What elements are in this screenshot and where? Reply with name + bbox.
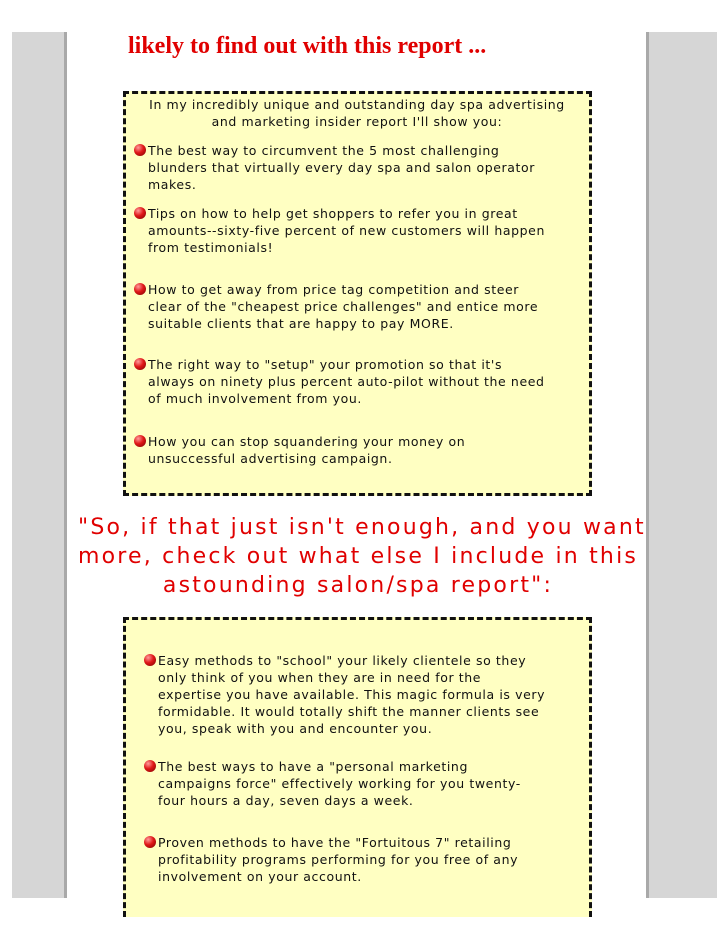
- red-ball-bullet-icon: [134, 435, 146, 447]
- list-item-line: profitability programs performing for you free of any: [158, 852, 519, 867]
- red-ball-bullet-icon: [134, 144, 146, 156]
- list-item: [148, 142, 535, 193]
- list-item-line: amounts--sixty-five percent of new customers will happen: [148, 223, 545, 238]
- red-ball-bullet-icon: [144, 760, 156, 772]
- list-item-line: involvement on your account.: [158, 869, 362, 884]
- list-item-line: makes.: [148, 177, 197, 192]
- list-item: [148, 433, 465, 467]
- list-item-line: unsuccessful advertising campaign.: [148, 451, 393, 466]
- list-item: [148, 356, 545, 407]
- list-item: [158, 834, 518, 885]
- list-item-line: you, speak with you and encounter you.: [158, 721, 433, 736]
- list-item-line: four hours a day, seven days a week.: [158, 793, 414, 808]
- list-item-line: campaigns force" effectively working for you twenty-: [158, 776, 521, 791]
- left-page-gutter: [12, 32, 67, 898]
- list-item: [158, 652, 545, 737]
- list-item-line: How to get away from price tag competition and steer: [148, 282, 520, 297]
- list-item-line: The best ways to have a "personal marketing: [158, 759, 468, 774]
- callout-line: astounding salon/spa report":: [162, 573, 554, 598]
- intro-text: [128, 96, 586, 130]
- list-item: [148, 281, 538, 332]
- callout-line: more, check out what else I include in this: [78, 544, 639, 569]
- list-item-line: formidable. It would totally shift the manner clients see: [158, 704, 540, 719]
- list-item-line: expertise you have available. This magic formula is very: [158, 687, 546, 702]
- list-item: [148, 205, 545, 256]
- list-item-line: Tips on how to help get shoppers to refer you in great: [148, 206, 518, 221]
- red-ball-bullet-icon: [144, 654, 156, 666]
- section-heading: likely to find out with this report ...: [128, 33, 487, 59]
- list-item-line: Easy methods to "school" your likely clientele so they: [158, 653, 527, 668]
- list-item-line: suitable clients that are happy to pay MORE.: [148, 316, 454, 331]
- red-ball-bullet-icon: [134, 207, 146, 219]
- list-item-line: clear of the "cheapest price challenges" and entice more: [148, 299, 539, 314]
- list-item-line: always on ninety plus percent auto-pilot without the need: [148, 374, 545, 389]
- red-ball-bullet-icon: [144, 836, 156, 848]
- intro-line: and marketing insider report I'll show you:: [211, 114, 503, 129]
- red-ball-bullet-icon: [134, 283, 146, 295]
- list-item-line: blunders that virtually every day spa and salon operator: [148, 160, 536, 175]
- intro-line: In my incredibly unique and outstanding day spa advertising: [149, 97, 565, 112]
- list-item-line: Proven methods to have the "Fortuitous 7" retailing: [158, 835, 512, 850]
- red-ball-bullet-icon: [134, 358, 146, 370]
- list-item-line: from testimonials!: [148, 240, 274, 255]
- callout-text: [78, 513, 646, 600]
- right-page-gutter: [646, 32, 717, 898]
- list-item-line: The best way to circumvent the 5 most challenging: [148, 143, 500, 158]
- list-item: [158, 758, 521, 809]
- list-item-line: only think of you when they are in need for the: [158, 670, 482, 685]
- callout-line: "So, if that just isn't enough, and you want: [78, 515, 646, 540]
- list-item-line: of much involvement from you.: [148, 391, 362, 406]
- list-item-line: The right way to "setup" your promotion so that it's: [148, 357, 503, 372]
- list-item-line: How you can stop squandering your money on: [148, 434, 466, 449]
